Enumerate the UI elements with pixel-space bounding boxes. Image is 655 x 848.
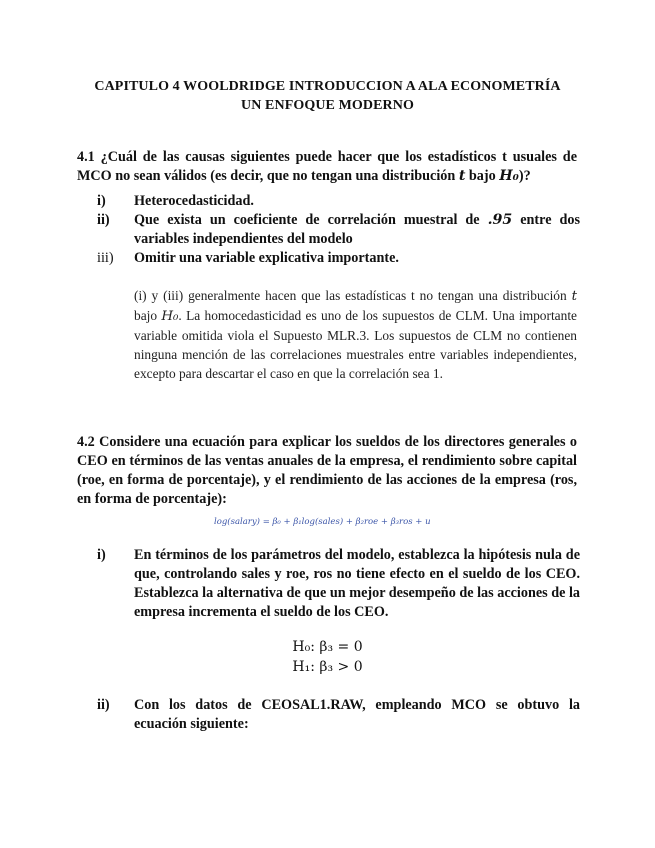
item-number: iii): [97, 250, 114, 266]
alternative-hypothesis: H₁: β₃ > 0: [292, 659, 363, 675]
item-text: Heterocedasticidad.: [134, 193, 254, 209]
item-text-after: entre dos variables independientes del modelo: [134, 212, 580, 247]
h0-symbol: H₀: [499, 168, 519, 184]
h0-symbol: H₀: [161, 309, 179, 324]
page-title: [60, 77, 595, 115]
question-4-1: [77, 148, 577, 186]
item-number: ii): [97, 697, 110, 713]
regression-equation: log(salary) = β₀ + β₁log(sales) + β₂roe + β₃ros + u: [214, 517, 431, 527]
answer-text-3: . La homocedasticidad es uno de los supuestos de CLM. Una importante variable omitida viola el Supuesto MLR.3. Los supuestos de CLM no contienen ninguna mención de las correlaciones muestrales entre variables independientes, excepto para descartar el caso en que la correlación sea 1.: [134, 308, 577, 381]
t-variable: t: [458, 168, 466, 184]
question-4-2: 4.2 Considere una ecuación para explicar los sueldos de los directores generales o CEO en términos de las ventas anuales de la empresa, el rendimiento sobre capital (roe, en forma de porcentaje), y el rendimiento de las acciones de la empresa (ros, en forma de porcentaje):: [77, 434, 577, 507]
item-text: Omitir una variable explicativa importante.: [134, 250, 399, 266]
item-number: i): [97, 193, 106, 209]
item-number: ii): [97, 212, 110, 228]
answer-text-1: (i) y (iii) generalmente hacen que las estadísticas t no tengan una distribución: [134, 288, 567, 303]
answer-text-2: bajo: [134, 308, 162, 323]
question-4-1-text-end: )?: [518, 168, 531, 184]
item-number: i): [97, 547, 106, 563]
item-text: Con los datos de CEOSAL1.RAW, empleando MCO se obtuvo la ecuación siguiente:: [134, 697, 580, 732]
item-text: En términos de los parámetros del modelo, establezca la hipótesis nula de que, controlando sales y roe, ros no tiene efecto en el sueldo de los CEO. Establezca la alternativa de que un mejor desempeño de las acciones de la empresa incrementa el sueldo de los CEO.: [134, 547, 580, 620]
title-line-2: UN ENFOQUE MODERNO: [241, 98, 414, 113]
item-text: [134, 211, 580, 249]
correlation-value: .95: [487, 212, 513, 228]
question-4-1-text-mid: bajo: [465, 168, 500, 184]
null-hypothesis: H₀: β₃ = 0: [292, 639, 363, 655]
question-4-1-text: 4.1 ¿Cuál de las causas siguientes puede hacer que los estadísticos t usuales de MCO no sean válidos (es decir, que no tengan una distribución: [77, 149, 577, 184]
answer-4-1: [134, 286, 577, 383]
item-text-before: Que exista un coeficiente de correlación muestral de: [134, 212, 488, 228]
title-line-1: CAPITULO 4 WOOLDRIDGE INTRODUCCION A ALA ECONOMETRÍA: [94, 79, 561, 94]
t-variable: t: [571, 289, 577, 304]
